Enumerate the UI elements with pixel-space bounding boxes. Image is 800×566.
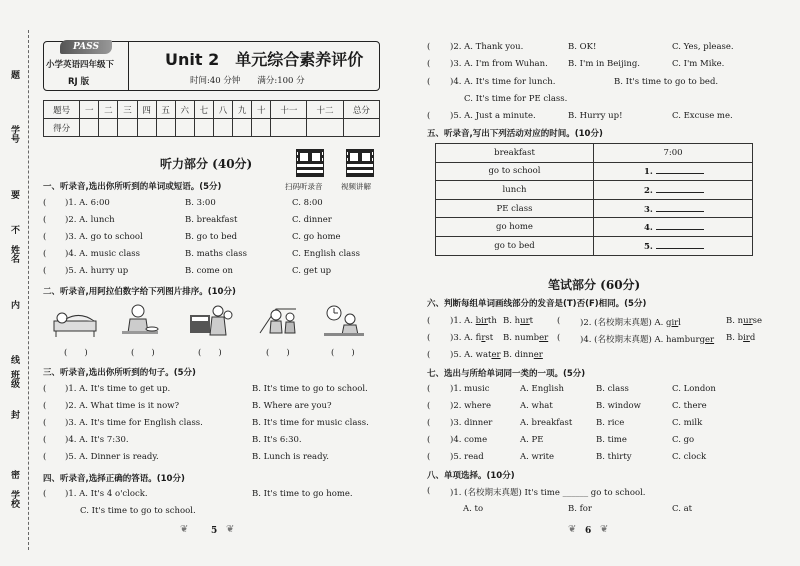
score-input[interactable] xyxy=(194,119,213,137)
blank-number: 4. xyxy=(644,223,653,234)
answer-bracket[interactable]: ( xyxy=(427,435,431,445)
binding-label: 不 xyxy=(9,225,19,234)
option-c: C. dinner xyxy=(292,215,332,225)
qr-audio-caption: 扫码听录音 xyxy=(285,182,323,191)
answer-blank[interactable] xyxy=(656,221,704,230)
section-7-title: 七、选出与所给单词同一类的一项。(5分) xyxy=(427,369,586,379)
answer-bracket[interactable]: ( xyxy=(43,249,47,259)
score-table xyxy=(43,100,380,137)
table-row xyxy=(436,199,753,218)
answer-bracket[interactable]: ( xyxy=(427,401,431,411)
activity-time-table xyxy=(435,143,753,256)
qr-code-audio-icon[interactable] xyxy=(296,149,324,177)
option-a: A. what xyxy=(520,401,553,411)
picture-answer-bracket[interactable]: ( ) xyxy=(198,348,222,358)
question-text: )1. (名校期末真题) It's time ______ go to school. xyxy=(450,488,646,498)
score-input[interactable] xyxy=(99,119,118,137)
time-answer-cell[interactable] xyxy=(594,162,753,181)
section-8-title: 八、单项选择。(10分) xyxy=(427,471,515,481)
time-answer-cell[interactable] xyxy=(594,236,753,255)
leaf-ornament-icon: ❦ xyxy=(226,524,235,535)
picture-answer-bracket[interactable]: ( ) xyxy=(64,348,88,358)
binding-label: 题 xyxy=(9,70,19,79)
score-cell: 一 xyxy=(80,101,99,119)
score-input[interactable] xyxy=(175,119,194,137)
answer-bracket[interactable]: ( xyxy=(43,489,47,499)
grade-label: 小学英语四年级下 xyxy=(46,60,115,70)
page-title: Unit 2 单元综合素养评价 xyxy=(165,50,364,69)
answer-bracket[interactable]: ( xyxy=(427,333,431,343)
section-1-title: 一、听录音,选出你所听到的单词或短语。(5分) xyxy=(43,182,222,192)
option-a: )4. A. It's time for lunch. xyxy=(450,77,556,87)
binding-label: 封 xyxy=(9,410,19,419)
score-cell: 八 xyxy=(213,101,232,119)
option-c: C. at xyxy=(672,504,693,514)
option-b: B. time xyxy=(596,435,627,445)
question-text: )4. A. music class xyxy=(65,249,141,259)
binding-label: 内 xyxy=(9,300,19,309)
header-divider xyxy=(128,42,129,90)
blank-number: 3. xyxy=(644,204,653,215)
option-a: )1. A. It's 4 o'clock. xyxy=(65,489,148,499)
answer-bracket[interactable]: ( xyxy=(427,42,431,52)
pass-logo: PASS xyxy=(60,40,112,54)
written-title: 笔试部分 (60分) xyxy=(548,278,641,292)
option-b: B. It's time for music class. xyxy=(252,418,369,428)
option-c: C. It's time to go to school. xyxy=(80,506,196,516)
score-input[interactable] xyxy=(213,119,232,137)
answer-blank[interactable] xyxy=(656,165,704,174)
option-b: B. Lunch is ready. xyxy=(252,452,329,462)
option-b: B. It's time to go home. xyxy=(252,489,353,499)
listening-title: 听力部分 (40分) xyxy=(160,157,253,171)
option-b: B. OK! xyxy=(568,42,597,52)
answer-bracket[interactable]: ( xyxy=(427,350,431,360)
edition-label: RJ 版 xyxy=(68,77,90,87)
score-input[interactable] xyxy=(233,119,252,137)
clock-desk-picture xyxy=(320,303,366,339)
given-word: )4. come xyxy=(450,435,488,445)
answer-bracket[interactable]: ( xyxy=(427,59,431,69)
option-a: A. English xyxy=(520,384,564,394)
answer-blank[interactable] xyxy=(656,240,704,249)
qr-code-video-icon[interactable] xyxy=(346,149,374,177)
score-cell: 十一 xyxy=(271,101,307,119)
activity-cell: breakfast xyxy=(436,144,594,163)
option-c: C. It's time for PE class. xyxy=(464,94,568,104)
qr-video-caption: 视频讲解 xyxy=(341,182,371,191)
word-pair-a: )2. (名校期末真题) A. girl xyxy=(580,318,681,328)
option-a: )4. A. It's 7:30. xyxy=(65,435,129,445)
word-pair-a: )4. (名校期末真题) A. hamburger xyxy=(580,335,715,345)
given-word: )5. read xyxy=(450,452,484,462)
option-b: B. It's 6:30. xyxy=(252,435,302,445)
option-b: B. rice xyxy=(596,418,625,428)
option-b: B. It's time to go to bed. xyxy=(614,77,719,87)
picture-answer-bracket[interactable]: ( ) xyxy=(131,348,155,358)
time-cell: 7:00 xyxy=(594,144,753,163)
score-cell: 七 xyxy=(194,101,213,119)
option-b: B. Where are you? xyxy=(252,401,332,411)
score-cell: 十 xyxy=(252,101,271,119)
score-value-row xyxy=(44,119,380,137)
picture-answer-bracket[interactable]: ( ) xyxy=(266,348,290,358)
school-label: 学校 xyxy=(9,490,19,508)
given-word: )3. dinner xyxy=(450,418,493,428)
option-b: B. breakfast xyxy=(185,215,238,225)
option-a: A. breakfast xyxy=(520,418,573,428)
score-input[interactable] xyxy=(271,119,307,137)
word-pair-b: B. dinner xyxy=(503,350,543,360)
section-5-title: 五、听录音,写出下列活动对应的时间。(10分) xyxy=(427,129,603,139)
answer-bracket[interactable]: ( xyxy=(43,232,47,242)
answer-bracket[interactable]: ( xyxy=(427,486,431,496)
option-c: C. there xyxy=(672,401,707,411)
binding-label: 要 xyxy=(9,190,19,199)
leaf-ornament-icon: ❦ xyxy=(568,524,577,535)
class-label: 班级 xyxy=(9,370,19,388)
word-pair-a: )3. A. first xyxy=(450,333,494,343)
question-text: )5. A. hurry up xyxy=(65,266,129,276)
score-header-row xyxy=(44,101,380,119)
answer-bracket[interactable]: ( xyxy=(43,384,47,394)
score-cell: 总分 xyxy=(343,101,379,119)
option-a: )2. A. What time is it now? xyxy=(65,401,180,411)
score-input[interactable] xyxy=(307,119,343,137)
option-b: B. I'm in Beijing. xyxy=(568,59,640,69)
answer-bracket[interactable]: ( xyxy=(43,215,47,225)
score-row-label: 得分 xyxy=(44,119,80,137)
given-word: )2. where xyxy=(450,401,492,411)
option-b: B. come on xyxy=(185,266,233,276)
word-pair-b: B. nurse xyxy=(726,316,763,326)
word-pair-a: )5. A. water xyxy=(450,350,501,360)
sleeping-boy-picture xyxy=(52,303,98,339)
blank-number: 2. xyxy=(644,185,653,196)
time-answer-cell[interactable] xyxy=(594,181,753,200)
answer-blank[interactable] xyxy=(656,203,704,212)
children-at-piano-picture xyxy=(188,303,234,339)
answer-bracket[interactable]: ( xyxy=(43,198,47,208)
option-c: C. clock xyxy=(672,452,707,462)
score-input[interactable] xyxy=(343,119,379,137)
option-a: )3. A. It's time for English class. xyxy=(65,418,203,428)
word-pair-b: B. number xyxy=(503,333,549,343)
name-label: 姓名 xyxy=(9,245,19,263)
option-b: B. It's time to go to school. xyxy=(252,384,368,394)
option-b: B. thirty xyxy=(596,452,632,462)
option-c: C. English class xyxy=(292,249,360,259)
picture-answer-bracket[interactable]: ( ) xyxy=(331,348,355,358)
girl-eating-picture xyxy=(118,303,164,339)
score-input[interactable] xyxy=(156,119,175,137)
time-answer-cell[interactable] xyxy=(594,218,753,237)
activity-cell: go home xyxy=(436,218,594,237)
answer-bracket[interactable]: ( xyxy=(427,316,431,326)
question-text: )1. A. 6:00 xyxy=(65,198,110,208)
activity-cell: PE class xyxy=(436,199,594,218)
score-cell: 六 xyxy=(175,101,194,119)
option-c: C. go xyxy=(672,435,695,445)
option-b: B. class xyxy=(596,384,629,394)
option-c: C. go home xyxy=(292,232,341,242)
option-b: B. go to bed xyxy=(185,232,238,242)
option-a: A. PE xyxy=(520,435,544,445)
answer-bracket[interactable]: ( xyxy=(427,111,431,121)
option-a: )3. A. I'm from Wuhan. xyxy=(450,59,548,69)
score-cell: 二 xyxy=(99,101,118,119)
activity-cell: lunch xyxy=(436,181,594,200)
score-input[interactable] xyxy=(80,119,99,137)
answer-bracket[interactable]: ( xyxy=(557,316,561,326)
score-cell: 五 xyxy=(156,101,175,119)
leaf-ornament-icon: ❦ xyxy=(180,524,189,535)
table-row xyxy=(436,144,753,163)
binding-label: 线 xyxy=(9,355,19,364)
student-number-label: 学号 xyxy=(9,125,19,143)
exam-meta: 时间:40 分钟 满分:100 分 xyxy=(190,76,305,86)
question-text: )2. A. lunch xyxy=(65,215,115,225)
option-c: C. 8:00 xyxy=(292,198,323,208)
answer-bracket[interactable]: ( xyxy=(427,77,431,87)
section-6-title: 六、判断每组单词画线部分的发音是(T)否(F)相同。(5分) xyxy=(427,299,647,309)
option-a: )5. A. Dinner is ready. xyxy=(65,452,159,462)
leaf-ornament-icon: ❦ xyxy=(600,524,609,535)
option-c: C. Yes, please. xyxy=(672,42,734,52)
table-row xyxy=(436,162,753,181)
section-4-title: 四、听录音,选择正确的答语。(10分) xyxy=(43,474,185,484)
answer-bracket[interactable]: ( xyxy=(427,452,431,462)
table-row xyxy=(436,236,753,255)
table-row xyxy=(436,218,753,237)
activity-cell: go to school xyxy=(436,162,594,181)
blank-number: 1. xyxy=(644,167,653,178)
page-number-right: 6 xyxy=(585,526,592,536)
option-a: )1. A. It's time to get up. xyxy=(65,384,171,394)
given-word: )1. music xyxy=(450,384,490,394)
question-text: )3. A. go to school xyxy=(65,232,143,242)
option-b: B. 3:00 xyxy=(185,198,216,208)
activity-cell: go to bed xyxy=(436,236,594,255)
binding-label: 密 xyxy=(9,470,19,479)
blank-number: 5. xyxy=(644,241,653,252)
word-pair-b: B. hurt xyxy=(503,316,534,326)
cut-line xyxy=(28,30,29,550)
option-b: B. Hurry up! xyxy=(568,111,623,121)
answer-bracket[interactable]: ( xyxy=(557,333,561,343)
option-a: A. write xyxy=(520,452,555,462)
word-pair-b: B. bird xyxy=(726,333,756,343)
score-input[interactable] xyxy=(137,119,156,137)
section-2-title: 二、听录音,用阿拉伯数字给下列图片排序。(10分) xyxy=(43,287,236,297)
option-c: C. London xyxy=(672,384,716,394)
score-cell: 九 xyxy=(233,101,252,119)
answer-bracket[interactable]: ( xyxy=(427,418,431,428)
option-a: A. to xyxy=(463,504,484,514)
option-b: B. maths class xyxy=(185,249,248,259)
answer-bracket[interactable]: ( xyxy=(43,401,47,411)
option-c: C. Excuse me. xyxy=(672,111,733,121)
answer-blank[interactable] xyxy=(656,184,704,193)
score-cell: 三 xyxy=(118,101,137,119)
children-walking-picture xyxy=(256,303,302,339)
score-input[interactable] xyxy=(252,119,271,137)
word-pair-a: )1. A. birth xyxy=(450,316,497,326)
page-number-left: 5 xyxy=(211,526,218,536)
answer-bracket[interactable]: ( xyxy=(427,384,431,394)
option-c: C. milk xyxy=(672,418,703,428)
option-c: C. I'm Mike. xyxy=(672,59,725,69)
option-a: )2. A. Thank you. xyxy=(450,42,524,52)
option-b: B. window xyxy=(596,401,641,411)
score-cell: 十二 xyxy=(307,101,343,119)
time-answer-cell[interactable] xyxy=(594,199,753,218)
option-a: )5. A. Just a minute. xyxy=(450,111,536,121)
score-cell: 四 xyxy=(137,101,156,119)
answer-bracket[interactable]: ( xyxy=(43,266,47,276)
answer-bracket[interactable]: ( xyxy=(43,435,47,445)
table-row xyxy=(436,181,753,200)
option-c: C. get up xyxy=(292,266,332,276)
score-input[interactable] xyxy=(118,119,137,137)
option-b: B. for xyxy=(568,504,592,514)
score-cell: 题号 xyxy=(44,101,80,119)
answer-bracket[interactable]: ( xyxy=(43,452,47,462)
section-3-title: 三、听录音,选出你所听到的句子。(5分) xyxy=(43,368,196,378)
answer-bracket[interactable]: ( xyxy=(43,418,47,428)
